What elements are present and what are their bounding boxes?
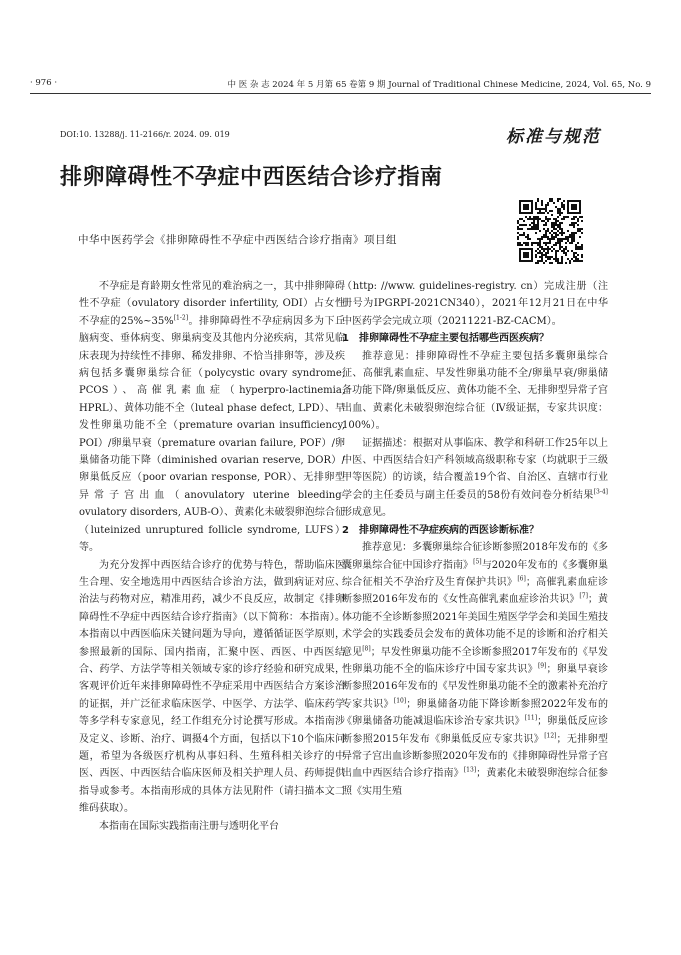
right-column	[342, 278, 608, 800]
purpose-paragraph: 为充分发挥中西医结合诊疗的优势与特色，帮助临床医生合理、安全地选用中西医结合诊治方法，做到病证对应、治法与药物对应，精准用药，减少不良反应，故制定《排卵障碍性不孕症中西医结合诊疗指南》（以下简称：本指南）。本指南以中西医临床关键问题为导向，遵循循证医学原则，参照最新的国际、国内指南，汇聚中医、西医、中西医结合、药学、方法学等相关领域专家的诊疗经验和研究成果，客观评价近年来排卵障碍性不孕症采用中西医结合方案诊治的证据，并广泛征求临床医学、中医学、方法学、临床药学等多学科专家意见，经工作组充分讨论撰写形成。本指南涉及定义、诊断、治疗、调摄4个方面，包括以下10个临床问题，希望为各级医疗机构从事妇科、生殖科相关诊疗的中医、西医、中西医结合临床医师及相关护理人员、药师提供指导或参考。本指南形成的具体方法见附件（请扫描本文二维码获取）。	[79, 559, 345, 815]
citation-ref: [12]	[544, 732, 557, 740]
left-column	[79, 278, 345, 835]
citation-ref: [10]	[393, 697, 407, 705]
recommendation-1: 推荐意见：排卵障碍性不孕症主要包括多囊卵巢综合征、高催乳素血症、早发性卵巢功能不全/卵巢早衰/卵巢储备功能下降/卵巢低反应、黄体功能不全、无排卵型异常子宫出血、黄素化未破裂卵泡综合征（Ⅳ级证据，专家共识度：100%）。	[342, 350, 608, 432]
section-label: 标准与规范	[506, 127, 601, 147]
citation-ref: [1-2]	[173, 314, 189, 322]
doi: DOI:10. 13288/j. 11-2166/r. 2024. 09. 019	[60, 130, 230, 139]
citation-ref: [3-4]	[593, 488, 608, 496]
section-heading-2: 2 排卵障碍性不孕症疾病的西医诊断标准？	[342, 524, 539, 536]
citation-ref: [9]	[537, 662, 547, 670]
intro-paragraph: 不孕症是育龄期女性常见的难治病之一，其中排卵障碍性不孕症（ovulatory disorder infertility, ODI）占女性不孕症的25%~35%[1-2]。排卵障碍性不孕症病因多为下丘脑病变、垂体病变、卵巢病变及其他内分泌疾病，其常见临床表现为持续性不排卵、稀发排卵、不恰当排卵等，涉及疾病包括多囊卵巢综合征（polycystic ovary syndrome, PCOS）、高催乳素血症（hyperpro-lactinemia, HPRL）、黄体功能不全（luteal phase defect, LPD）、早发性卵巢功能不全（premature ovarian insufficiency, POI）/卵巢早衰（premature ovarian failure, POF）/卵巢储备功能下降（diminished ovarian reserve, DOR）/卵巢低反应（poor ovarian response, POR）、无排卵型异常子宫出血（anovulatory uterine bleeding-ovulatory disorders, AUB-O）、黄素化未破裂卵泡综合征（luteinized unruptured follicle syndrome, LUFS）等。	[79, 281, 345, 554]
citation-ref: [5]	[473, 558, 482, 566]
evidence-1: 证据描述：根据对从事临床、教学和科研工作25年以上中医、中西医结合妇产科领域高级职称专家（均就职于三级甲等医院）的访谈，结合覆盖19个省、自治区、直辖市行业学会的主任委员与副主任委员的58份有效问卷分析结果[3-4]形成意见。	[342, 437, 608, 519]
header-divider	[30, 93, 651, 94]
page-number: · 976 ·	[30, 78, 58, 88]
registration-paragraph: 本指南在国际实践指南注册与透明化平台	[99, 820, 279, 832]
journal-citation: 中 医 杂 志 2024 年 5 月第 65 卷第 9 期 Journal of Traditional Chinese Medicine, 2024, Vol. 65, No. 9	[227, 80, 651, 90]
citation-ref: [7]	[579, 592, 588, 600]
recommendation-2: 推荐意见：多囊卵巢综合征诊断参照2018年发布的《多囊卵巢综合征中国诊疗指南》[5]与2020年发布的《多囊卵巢综合征相关不孕治疗及生育保护共识》[6]；高催乳素血症诊断参照2016年发布的《女性高催乳素血症诊治共识》[7]；黄体功能不全诊断参照2021年美国生殖医学学会和美国生殖技术学会的实践委员会发布的黄体功能不足的诊断和治疗相关意见[8]；早发性卵巢功能不全诊断参照2017年发布的《早发性卵巢功能不全的临床诊疗中国专家共识》[9]；卵巢早衰诊断参照2016年发布的《早发性卵巢功能不全的激素补充治疗专家共识》[10]；卵巢储备功能下降诊断参照2022年发布的《卵巢储备功能减退临床诊治专家共识》[11]；卵巢低反应诊断参照2015年发布《卵巢低反应专家共识》[12]；无排卵型异常子宫出血诊断参照2020年发布的《排卵障碍性异常子宫出血中西医结合诊疗指南》[13]；黄素化未破裂卵泡综合征参照《实用生殖	[342, 542, 609, 797]
citation-ref: [6]	[517, 575, 526, 583]
article-title: 排卵障碍性不孕症中西医结合诊疗指南	[60, 164, 443, 190]
registration-continued: （http: //www. guidelines-registry. cn）完成注册（注册号为IPGRPI-2021CN340），2021年12月21日在中华中医药学会完成立项（20211221-BZ-CACM）。	[342, 281, 608, 327]
qr-code-icon[interactable]	[517, 198, 583, 264]
author-group: 中华中医药学会《排卵障碍性不孕症中西医结合诊疗指南》项目组	[78, 234, 397, 246]
citation-ref: [8]	[362, 645, 371, 653]
citation-ref: [11]	[524, 714, 538, 722]
section-heading-1: 1 排卵障碍性不孕症主要包括哪些西医疾病？	[342, 333, 549, 345]
citation-ref: [13]	[463, 767, 477, 775]
